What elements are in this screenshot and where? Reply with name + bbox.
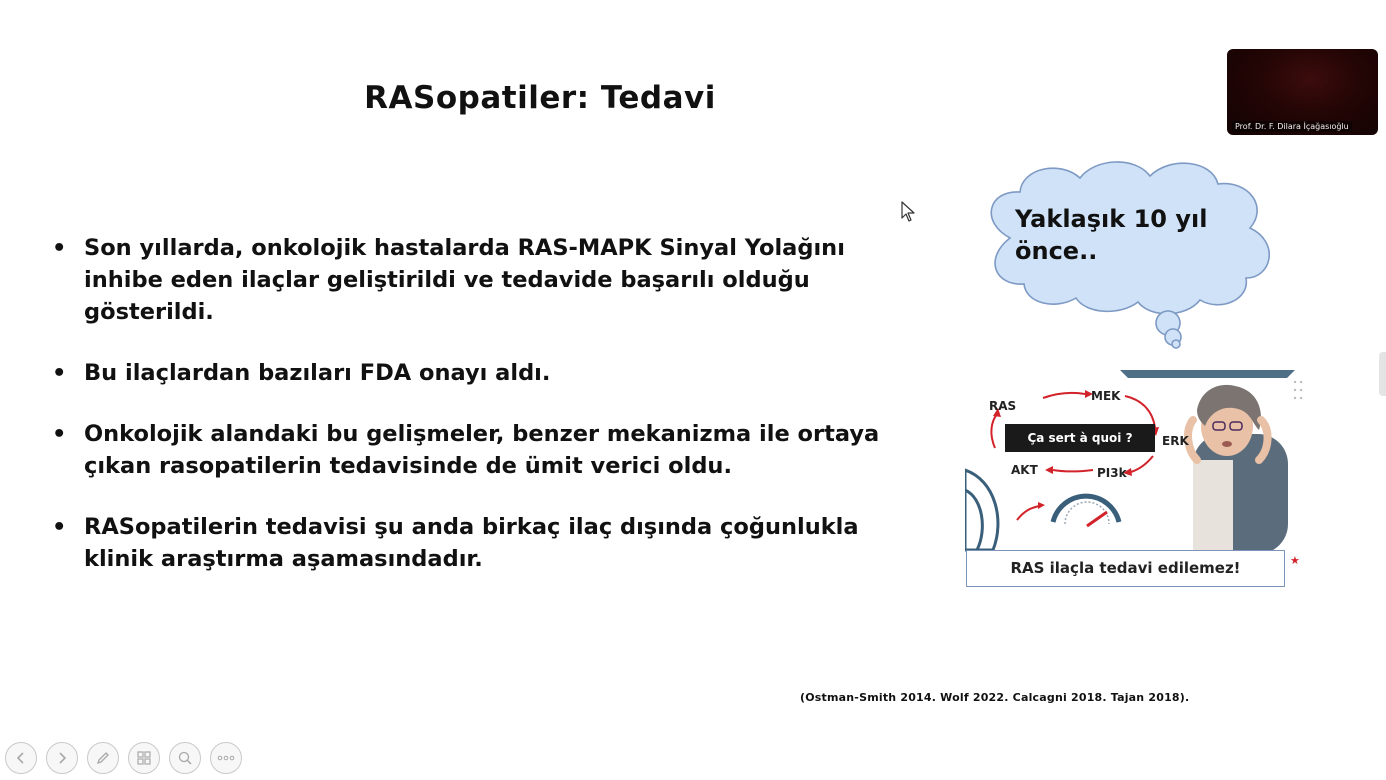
ras-pathway-image <box>965 370 1309 588</box>
zoom-button[interactable] <box>169 742 201 774</box>
more-icon <box>217 754 235 762</box>
mouse-cursor-icon <box>900 201 916 223</box>
cloud-text: Yaklaşık 10 yıl önce.. <box>1015 205 1208 265</box>
image-banner: RAS ilaçla tedavi edilemez! <box>966 550 1285 587</box>
pathway-label-erk: ERK <box>1162 434 1189 448</box>
pathway-label-mek: MEK <box>1091 389 1121 403</box>
zoom-icon <box>177 750 193 766</box>
bullet-list <box>50 232 890 575</box>
presentation-toolbar <box>5 742 242 776</box>
star-icon: ★ <box>1290 554 1300 567</box>
next-icon <box>55 751 69 765</box>
slide-title: RASopatiler: Tedavi <box>364 80 716 116</box>
next-slide-button[interactable] <box>46 742 78 774</box>
question-box: Ça sert à quoi ? <box>1005 424 1155 452</box>
previous-icon <box>14 751 28 765</box>
side-panel-handle[interactable] <box>1379 352 1386 396</box>
citation: (Ostman-Smith 2014. Wolf 2022. Calcagni 2018. Tajan 2018). <box>800 691 1190 704</box>
webcam-tile[interactable] <box>1227 49 1378 135</box>
pathway-label-pi3k: PI3k <box>1097 466 1127 480</box>
more-options-button[interactable] <box>210 742 242 774</box>
previous-slide-button[interactable] <box>5 742 37 774</box>
bullet-item: • Bu ilaçlardan bazıları FDA onayı aldı. <box>50 357 890 389</box>
bullet-item: • Onkolojik alandaki bu gelişmeler, benzer mekanizma ile ortaya çıkan rasopatilerin tedavisinde de ümit verici oldu. <box>50 418 890 482</box>
pathway-label-ras: RAS <box>989 399 1017 413</box>
pathway-label-akt: AKT <box>1011 463 1038 477</box>
bullet-item: • RASopatilerin tedavisi şu anda birkaç ilaç dışında çoğunlukla klinik araştırma aşamasındadır. <box>50 511 890 575</box>
pen-icon <box>95 750 111 766</box>
webcam-participant-name: Prof. Dr. F. Dilara İçağasıoğlu <box>1232 121 1352 132</box>
slides-grid-icon <box>136 750 152 766</box>
slides-grid-button[interactable] <box>128 742 160 774</box>
bullet-item: • Son yıllarda, onkolojik hastalarda RAS-MAPK Sinyal Yolağını inhibe eden ilaçlar geliştirildi ve tedavide başarılı olduğu gösterildi. <box>50 232 890 328</box>
pen-button[interactable] <box>87 742 119 774</box>
